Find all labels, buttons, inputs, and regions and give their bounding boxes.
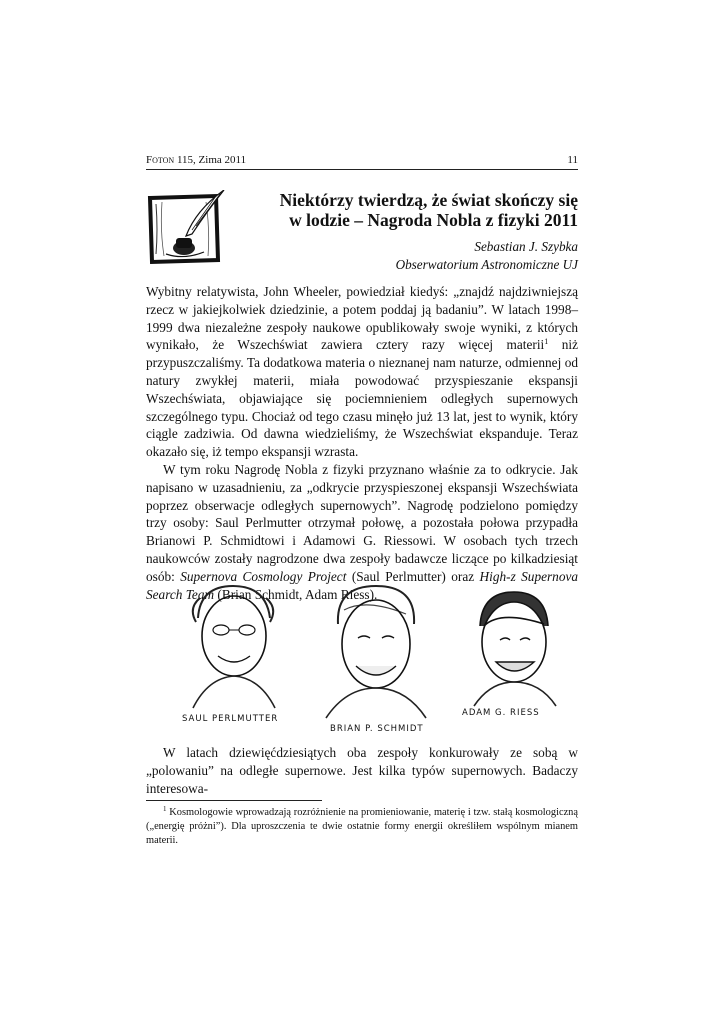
author-affiliation: Obserwatorium Astronomiczne UJ bbox=[395, 257, 578, 272]
quill-inkwell-logo bbox=[146, 190, 226, 266]
footnote-divider bbox=[146, 800, 322, 801]
portrait-caption: ADAM G. RIESS bbox=[462, 708, 540, 718]
portrait-perlmutter bbox=[178, 578, 288, 728]
author-name: Sebastian J. Szybka bbox=[474, 239, 578, 254]
article-body bbox=[146, 283, 578, 603]
riess-sketch bbox=[460, 586, 568, 708]
portrait-schmidt bbox=[316, 580, 436, 738]
footnote-number: 1 bbox=[163, 805, 167, 813]
page-number: 11 bbox=[567, 154, 578, 166]
laureate-portraits bbox=[178, 578, 568, 738]
schmidt-sketch bbox=[316, 580, 436, 720]
article-title-block bbox=[250, 190, 578, 274]
paragraph-3: W latach dziewięćdziesiątych oba zespoły konkurowały ze sobą w „polowaniu” na odległe supernowe. Jest kilka typów supernowych. Badaczy interesowa- bbox=[146, 745, 578, 796]
article-title: Niektórzy twierdzą, że świat skończy się w lodzie – Nagroda Nobla z fizyki 2011 bbox=[279, 190, 578, 230]
footnote: $^1$ Kosmologowie wprowadzają rozróżnienie na promieniowanie, materię i tzw. stałą kosmologiczną („energię próżni”). Dla uproszczenia te dwie ostatnie formy energii określiłem wspólnym mianem materii. bbox=[146, 805, 578, 846]
paragraph-1: Wybitny relatywista, John Wheeler, powiedział kiedyś: „znajdź najdziwniejszą rzecz w jakiejkolwiek dziedzinie, a potem poddaj ją badaniu”. W latach 1998–1999 dwa niezależne zespoły naukowe opublikowały swoje wyniki, z których wynikało, że Wszechświat zawiera cztery razy więcej materii$^1$ niż przypuszczaliśmy. Ta dodatkowa materia o nieznanej nam naturze, odmiennej od natury zwykłej materii, miała powodować przyspieszanie ekspansji Wszechświata, objawiające się pociemnieniem odległych supernowych szczególnego typu. Chociaż od tego czasu minęło już 13 lat, jest to wynik, który ciągle zadziwia. Od dawna wiedzieliśmy, że Wszechświat ekspanduje. Teraz okazało się, iż tempo ekspansji wzrasta. bbox=[146, 284, 578, 460]
perlmutter-sketch bbox=[178, 578, 288, 713]
portrait-caption: BRIAN P. SCHMIDT bbox=[330, 724, 424, 734]
journal-name: Foton 115, Zima 2011 bbox=[146, 154, 247, 166]
paragraph-2: W tym roku Nagrodę Nobla z fizyki przyznano właśnie za to odkrycie. Jak napisano w uzasadnieniu, za „odkrycie przyspieszonej ekspansji Wszechświata poprzez obserwacje odległych supernowych”. Nagrodę podzielono pomiędzy trzy osoby: Saul Perlmutter otrzymał połowę, a pozostała połowa przypadła Brianowi P. Schmidtowi i Adamowi G. Riessowi. W osobach tych trzech naukowców zostały nagrodzone dwa zespoły badawcze liczące po kilkadziesiąt osób: Supernova Cosmology Project (Saul Perlmutter) oraz High-z Supernova Search Team (Brian Schmidt, Adam Riess). bbox=[146, 461, 579, 602]
portrait-caption: SAUL PERLMUTTER bbox=[182, 714, 279, 724]
footnote-marker: 1 bbox=[544, 337, 549, 347]
portrait-riess bbox=[460, 586, 568, 726]
running-header bbox=[146, 154, 578, 170]
